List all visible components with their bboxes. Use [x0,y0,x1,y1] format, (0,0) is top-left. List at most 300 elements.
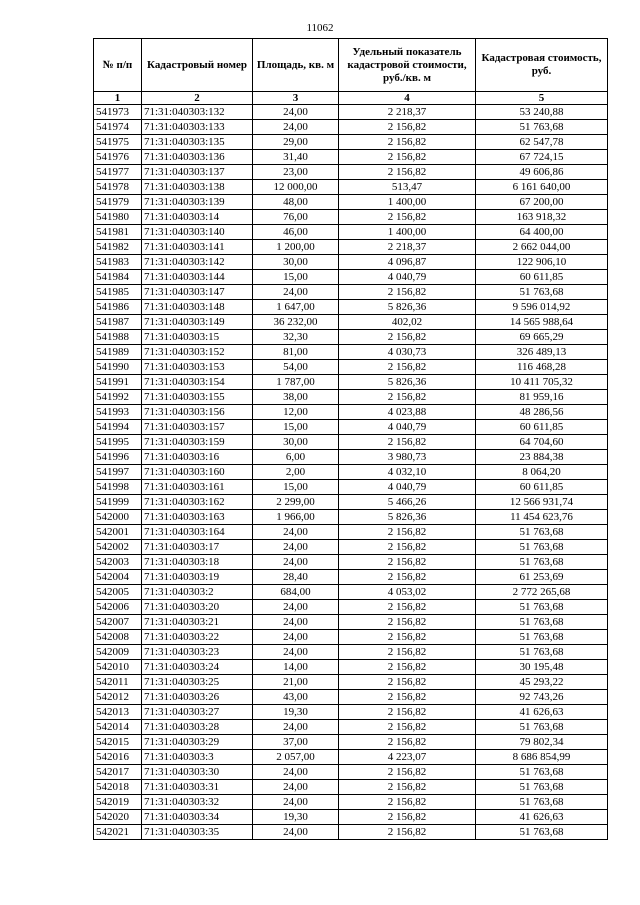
specific-value-cell: 2 156,82 [339,540,476,555]
area-cell: 19,30 [253,810,339,825]
row-number-cell: 542005 [94,585,142,600]
cadastral-value-cell: 69 665,29 [476,330,608,345]
cadastral-value-cell: 8 686 854,99 [476,750,608,765]
specific-value-cell: 2 156,82 [339,390,476,405]
cadastral-number-cell: 71:31:040303:22 [142,630,253,645]
table-row [94,825,608,840]
specific-value-cell: 2 156,82 [339,765,476,780]
specific-value-cell: 4 040,79 [339,480,476,495]
row-number-cell: 542016 [94,750,142,765]
cadastral-value-cell: 51 763,68 [476,720,608,735]
cadastral-number-cell: 71:31:040303:20 [142,600,253,615]
cadastral-value-cell: 45 293,22 [476,675,608,690]
row-number-cell: 542006 [94,600,142,615]
row-number-cell: 541982 [94,240,142,255]
row-number-cell: 542013 [94,705,142,720]
row-number-cell: 541992 [94,390,142,405]
row-number-cell: 542014 [94,720,142,735]
row-number-cell: 541986 [94,300,142,315]
table-row [94,645,608,660]
cadastral-number-cell: 71:31:040303:29 [142,735,253,750]
area-cell: 24,00 [253,765,339,780]
column-number: 1 [94,92,142,105]
area-cell: 12,00 [253,405,339,420]
area-cell: 37,00 [253,735,339,750]
specific-value-cell: 2 156,82 [339,705,476,720]
table-row [94,195,608,210]
table-row [94,225,608,240]
cadastral-value-cell: 163 918,32 [476,210,608,225]
row-number-cell: 542017 [94,765,142,780]
table-row [94,285,608,300]
area-cell: 54,00 [253,360,339,375]
table-row [94,375,608,390]
row-number-cell: 541999 [94,495,142,510]
cadastral-value-cell: 14 565 988,64 [476,315,608,330]
specific-value-cell: 2 156,82 [339,630,476,645]
specific-value-cell: 2 156,82 [339,135,476,150]
cadastral-value-cell: 51 763,68 [476,540,608,555]
specific-value-cell: 2 156,82 [339,165,476,180]
area-cell: 24,00 [253,795,339,810]
cadastral-number-cell: 71:31:040303:161 [142,480,253,495]
cadastral-number-cell: 71:31:040303:27 [142,705,253,720]
row-number-cell: 541976 [94,150,142,165]
area-cell: 24,00 [253,285,339,300]
cadastral-number-cell: 71:31:040303:138 [142,180,253,195]
area-cell: 12 000,00 [253,180,339,195]
cadastral-value-cell: 116 468,28 [476,360,608,375]
area-cell: 24,00 [253,720,339,735]
table-row [94,165,608,180]
cadastral-value-cell: 62 547,78 [476,135,608,150]
table-body [94,105,608,840]
table-row [94,480,608,495]
cadastral-value-cell: 2 772 265,68 [476,585,608,600]
table-row [94,615,608,630]
cadastral-number-cell: 71:31:040303:34 [142,810,253,825]
table-row [94,795,608,810]
table-row [94,690,608,705]
cadastral-value-cell: 51 763,68 [476,120,608,135]
cadastral-number-cell: 71:31:040303:136 [142,150,253,165]
cadastral-value-cell: 23 884,38 [476,450,608,465]
cadastral-number-cell: 71:31:040303:26 [142,690,253,705]
cadastral-number-cell: 71:31:040303:16 [142,450,253,465]
specific-value-cell: 402,02 [339,315,476,330]
area-cell: 2,00 [253,465,339,480]
specific-value-cell: 2 156,82 [339,285,476,300]
cadastral-value-cell: 122 906,10 [476,255,608,270]
table-row [94,150,608,165]
cadastral-number-cell: 71:31:040303:149 [142,315,253,330]
cadastral-value-cell: 326 489,13 [476,345,608,360]
cadastral-number-cell: 71:31:040303:35 [142,825,253,840]
specific-value-cell: 2 156,82 [339,570,476,585]
row-number-cell: 541974 [94,120,142,135]
cadastral-value-cell: 51 763,68 [476,795,608,810]
cadastral-value-cell: 41 626,63 [476,705,608,720]
cadastral-value-cell: 51 763,68 [476,525,608,540]
specific-value-cell: 4 032,10 [339,465,476,480]
area-cell: 28,40 [253,570,339,585]
table-row [94,315,608,330]
specific-value-cell: 2 156,82 [339,795,476,810]
specific-value-cell: 5 826,36 [339,375,476,390]
cadastral-value-cell: 6 161 640,00 [476,180,608,195]
cadastral-value-cell: 11 454 623,76 [476,510,608,525]
row-number-cell: 542007 [94,615,142,630]
cadastral-number-cell: 71:31:040303:144 [142,270,253,285]
column-number: 2 [142,92,253,105]
table-row [94,120,608,135]
cadastral-number-cell: 71:31:040303:140 [142,225,253,240]
area-cell: 24,00 [253,555,339,570]
cadastral-value-cell: 51 763,68 [476,780,608,795]
cadastral-value-cell: 61 253,69 [476,570,608,585]
table-row [94,705,608,720]
cadastral-value-cell: 9 596 014,92 [476,300,608,315]
row-number-cell: 541973 [94,105,142,120]
cadastral-number-cell: 71:31:040303:18 [142,555,253,570]
cadastral-number-cell: 71:31:040303:157 [142,420,253,435]
cadastral-value-cell: 12 566 931,74 [476,495,608,510]
row-number-cell: 541989 [94,345,142,360]
cadastral-number-cell: 71:31:040303:17 [142,540,253,555]
area-cell: 24,00 [253,105,339,120]
specific-value-cell: 1 400,00 [339,225,476,240]
row-number-cell: 542003 [94,555,142,570]
table-row [94,255,608,270]
specific-value-cell: 5 466,26 [339,495,476,510]
area-cell: 24,00 [253,645,339,660]
cadastral-value-cell: 2 662 044,00 [476,240,608,255]
cadastral-value-cell: 41 626,63 [476,810,608,825]
area-cell: 43,00 [253,690,339,705]
specific-value-cell: 2 156,82 [339,645,476,660]
row-number-cell: 541975 [94,135,142,150]
table-row [94,765,608,780]
header-specific-value: Удельный показатель кадастровой стоимости, руб./кв. м [339,39,476,92]
specific-value-cell: 4 096,87 [339,255,476,270]
cadastral-number-cell: 71:31:040303:133 [142,120,253,135]
cadastral-number-cell: 71:31:040303:160 [142,465,253,480]
area-cell: 76,00 [253,210,339,225]
cadastral-number-cell: 71:31:040303:164 [142,525,253,540]
cadastral-value-cell: 92 743,26 [476,690,608,705]
table-row [94,510,608,525]
specific-value-cell: 4 030,73 [339,345,476,360]
row-number-cell: 542012 [94,690,142,705]
table-row [94,525,608,540]
table-row [94,330,608,345]
specific-value-cell: 4 040,79 [339,420,476,435]
row-number-cell: 542004 [94,570,142,585]
area-cell: 38,00 [253,390,339,405]
cadastral-number-cell: 71:31:040303:159 [142,435,253,450]
cadastral-number-cell: 71:31:040303:156 [142,405,253,420]
area-cell: 24,00 [253,780,339,795]
area-cell: 1 787,00 [253,375,339,390]
specific-value-cell: 4 223,07 [339,750,476,765]
cadastral-number-cell: 71:31:040303:25 [142,675,253,690]
specific-value-cell: 3 980,73 [339,450,476,465]
specific-value-cell: 2 156,82 [339,120,476,135]
row-number-cell: 541987 [94,315,142,330]
cadastral-value-table [93,38,608,840]
row-number-cell: 542000 [94,510,142,525]
cadastral-number-cell: 71:31:040303:24 [142,660,253,675]
table-row [94,450,608,465]
row-number-cell: 542011 [94,675,142,690]
cadastral-value-cell: 51 763,68 [476,765,608,780]
row-number-cell: 542015 [94,735,142,750]
area-cell: 30,00 [253,255,339,270]
page-number: 11062 [306,22,334,34]
specific-value-cell: 2 156,82 [339,555,476,570]
area-cell: 29,00 [253,135,339,150]
row-number-cell: 541988 [94,330,142,345]
specific-value-cell: 2 156,82 [339,660,476,675]
row-number-cell: 541983 [94,255,142,270]
cadastral-number-cell: 71:31:040303:15 [142,330,253,345]
specific-value-cell: 2 156,82 [339,150,476,165]
specific-value-cell: 2 218,37 [339,240,476,255]
cadastral-value-cell: 51 763,68 [476,645,608,660]
table-row [94,135,608,150]
table-row [94,300,608,315]
cadastral-number-cell: 71:31:040303:32 [142,795,253,810]
table-row [94,435,608,450]
specific-value-cell: 2 156,82 [339,210,476,225]
table-row [94,735,608,750]
area-cell: 23,00 [253,165,339,180]
table-row [94,630,608,645]
table-row [94,390,608,405]
table-row [94,780,608,795]
cadastral-number-cell: 71:31:040303:155 [142,390,253,405]
cadastral-number-cell: 71:31:040303:23 [142,645,253,660]
table-row [94,750,608,765]
cadastral-number-cell: 71:31:040303:30 [142,765,253,780]
cadastral-value-cell: 10 411 705,32 [476,375,608,390]
row-number-cell: 541994 [94,420,142,435]
row-number-cell: 541996 [94,450,142,465]
header-area: Площадь, кв. м [253,39,339,92]
table-row [94,660,608,675]
cadastral-number-cell: 71:31:040303:163 [142,510,253,525]
area-cell: 24,00 [253,120,339,135]
specific-value-cell: 2 218,37 [339,105,476,120]
specific-value-cell: 2 156,82 [339,810,476,825]
table-row [94,720,608,735]
specific-value-cell: 5 826,36 [339,300,476,315]
specific-value-cell: 2 156,82 [339,600,476,615]
area-cell: 24,00 [253,525,339,540]
cadastral-number-cell: 71:31:040303:135 [142,135,253,150]
row-number-cell: 542020 [94,810,142,825]
cadastral-number-cell: 71:31:040303:147 [142,285,253,300]
cadastral-value-cell: 51 763,68 [476,285,608,300]
cadastral-number-cell: 71:31:040303:142 [142,255,253,270]
header-cadastral-value: Кадастровая стоимость, руб. [476,39,608,92]
table-row [94,210,608,225]
cadastral-value-cell: 64 400,00 [476,225,608,240]
row-number-cell: 541995 [94,435,142,450]
cadastral-number-cell: 71:31:040303:162 [142,495,253,510]
specific-value-cell: 2 156,82 [339,615,476,630]
specific-value-cell: 2 156,82 [339,360,476,375]
cadastral-value-cell: 49 606,86 [476,165,608,180]
table-row [94,345,608,360]
area-cell: 1 647,00 [253,300,339,315]
cadastral-number-cell: 71:31:040303:137 [142,165,253,180]
specific-value-cell: 2 156,82 [339,690,476,705]
specific-value-cell: 2 156,82 [339,720,476,735]
area-cell: 48,00 [253,195,339,210]
row-number-cell: 541990 [94,360,142,375]
area-cell: 81,00 [253,345,339,360]
area-cell: 2 299,00 [253,495,339,510]
cadastral-value-cell: 67 200,00 [476,195,608,210]
row-number-cell: 541998 [94,480,142,495]
row-number-cell: 541993 [94,405,142,420]
cadastral-value-cell: 48 286,56 [476,405,608,420]
row-number-cell: 542001 [94,525,142,540]
row-number-cell: 542021 [94,825,142,840]
cadastral-value-cell: 81 959,16 [476,390,608,405]
area-cell: 2 057,00 [253,750,339,765]
specific-value-cell: 513,47 [339,180,476,195]
table-row [94,240,608,255]
cadastral-value-cell: 8 064,20 [476,465,608,480]
table-row [94,675,608,690]
cadastral-number-cell: 71:31:040303:153 [142,360,253,375]
area-cell: 684,00 [253,585,339,600]
cadastral-number-cell: 71:31:040303:21 [142,615,253,630]
table-row [94,360,608,375]
cadastral-number-cell: 71:31:040303:132 [142,105,253,120]
cadastral-value-cell: 30 195,48 [476,660,608,675]
specific-value-cell: 2 156,82 [339,435,476,450]
row-number-cell: 542009 [94,645,142,660]
table-row [94,570,608,585]
cadastral-value-cell: 51 763,68 [476,825,608,840]
specific-value-cell: 1 400,00 [339,195,476,210]
area-cell: 24,00 [253,630,339,645]
table-row [94,555,608,570]
table-header [94,39,608,105]
header-cadastral-number: Кадастровый номер [142,39,253,92]
cadastral-number-cell: 71:31:040303:148 [142,300,253,315]
table-row [94,405,608,420]
cadastral-number-cell: 71:31:040303:3 [142,750,253,765]
area-cell: 19,30 [253,705,339,720]
table-row [94,540,608,555]
row-number-cell: 541985 [94,285,142,300]
table-row [94,810,608,825]
cadastral-value-cell: 60 611,85 [476,420,608,435]
cadastral-number-cell: 71:31:040303:154 [142,375,253,390]
cadastral-value-cell: 60 611,85 [476,480,608,495]
table-row [94,270,608,285]
area-cell: 30,00 [253,435,339,450]
specific-value-cell: 2 156,82 [339,780,476,795]
table-row [94,465,608,480]
area-cell: 32,30 [253,330,339,345]
area-cell: 36 232,00 [253,315,339,330]
area-cell: 15,00 [253,480,339,495]
cadastral-number-cell: 71:31:040303:14 [142,210,253,225]
column-number: 3 [253,92,339,105]
table-row [94,585,608,600]
area-cell: 24,00 [253,600,339,615]
specific-value-cell: 2 156,82 [339,525,476,540]
row-number-cell: 541978 [94,180,142,195]
row-number-cell: 542019 [94,795,142,810]
row-number-cell: 542008 [94,630,142,645]
cadastral-number-cell: 71:31:040303:28 [142,720,253,735]
cadastral-value-cell: 79 802,34 [476,735,608,750]
column-number: 5 [476,92,608,105]
row-number-cell: 541981 [94,225,142,240]
row-number-cell: 541977 [94,165,142,180]
header-row [94,39,608,92]
row-number-cell: 541997 [94,465,142,480]
cadastral-number-cell: 71:31:040303:139 [142,195,253,210]
cadastral-value-cell: 51 763,68 [476,600,608,615]
row-number-cell: 541980 [94,210,142,225]
column-number-row [94,92,608,105]
cadastral-number-cell: 71:31:040303:31 [142,780,253,795]
cadastral-value-cell: 67 724,15 [476,150,608,165]
row-number-cell: 541979 [94,195,142,210]
area-cell: 24,00 [253,540,339,555]
header-row-number: № п/п [94,39,142,92]
cadastral-value-cell: 64 704,60 [476,435,608,450]
row-number-cell: 541991 [94,375,142,390]
specific-value-cell: 4 053,02 [339,585,476,600]
cadastral-number-cell: 71:31:040303:152 [142,345,253,360]
area-cell: 6,00 [253,450,339,465]
area-cell: 1 200,00 [253,240,339,255]
cadastral-value-cell: 53 240,88 [476,105,608,120]
cadastral-value-cell: 51 763,68 [476,555,608,570]
specific-value-cell: 4 023,88 [339,405,476,420]
cadastral-number-cell: 71:31:040303:141 [142,240,253,255]
specific-value-cell: 2 156,82 [339,735,476,750]
cadastral-value-cell: 60 611,85 [476,270,608,285]
area-cell: 46,00 [253,225,339,240]
area-cell: 14,00 [253,660,339,675]
row-number-cell: 542010 [94,660,142,675]
specific-value-cell: 2 156,82 [339,330,476,345]
table-row [94,600,608,615]
cadastral-number-cell: 71:31:040303:19 [142,570,253,585]
row-number-cell: 542018 [94,780,142,795]
specific-value-cell: 2 156,82 [339,825,476,840]
specific-value-cell: 4 040,79 [339,270,476,285]
area-cell: 15,00 [253,420,339,435]
specific-value-cell: 2 156,82 [339,675,476,690]
specific-value-cell: 5 826,36 [339,510,476,525]
table-row [94,420,608,435]
row-number-cell: 541984 [94,270,142,285]
area-cell: 24,00 [253,825,339,840]
cadastral-value-cell: 51 763,68 [476,630,608,645]
area-cell: 24,00 [253,615,339,630]
area-cell: 21,00 [253,675,339,690]
